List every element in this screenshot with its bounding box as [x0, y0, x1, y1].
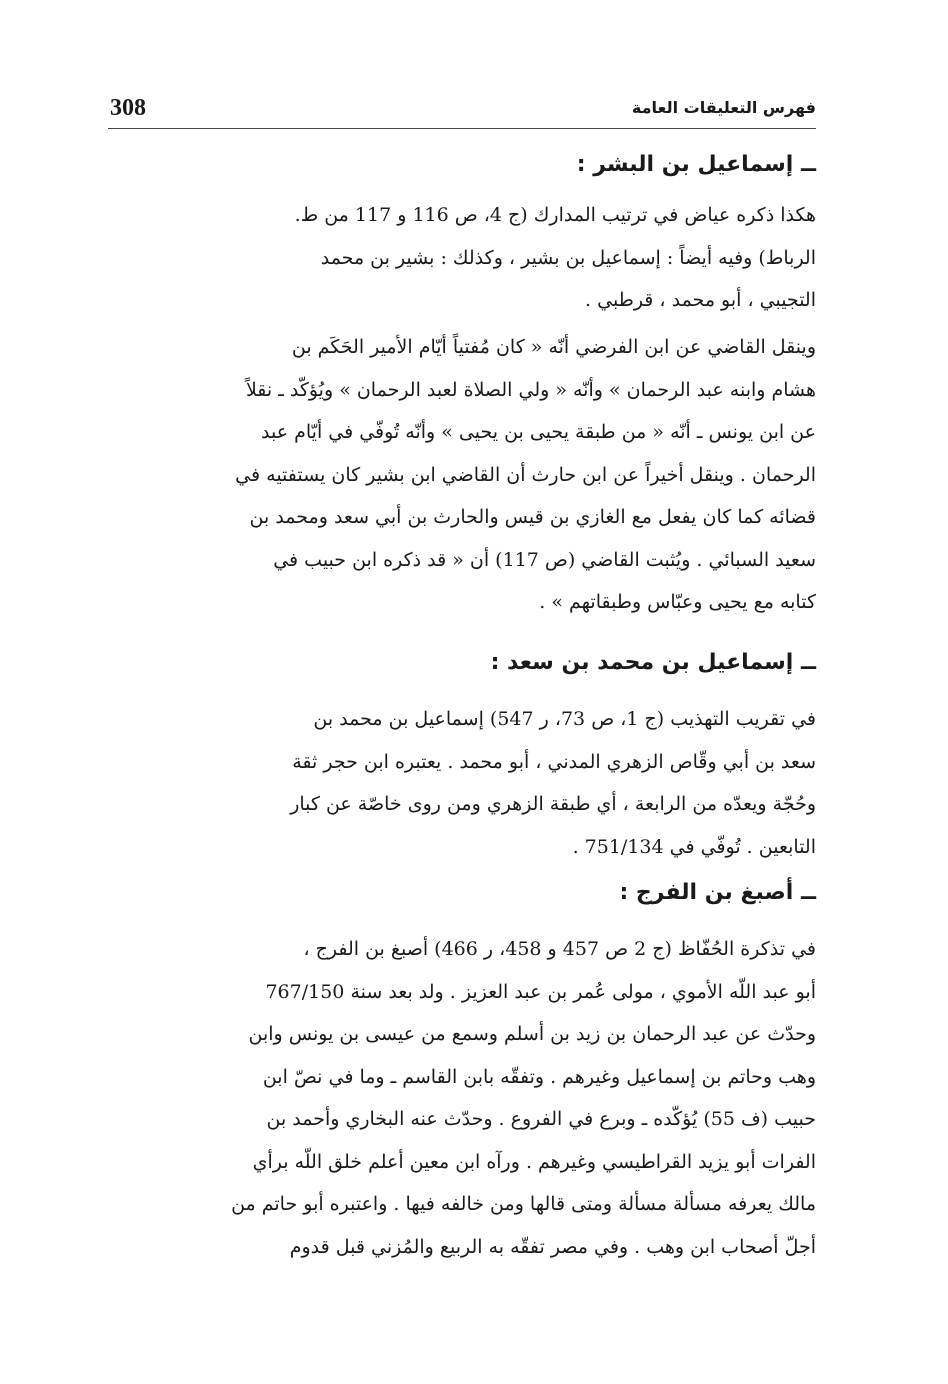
text-line: الرباط) وفيه أيضاً : إسماعيل بن بشير ، وكذلك : بشير بن محمد [320, 246, 816, 269]
section-heading: ــ أصبغ بن الفرج : [619, 880, 816, 905]
paragraph [108, 928, 816, 1268]
text-line: التابعين . تُوفّي في 751/134 . [572, 835, 816, 858]
text-line: كتابه مع يحيى وعبّاس وطبقاتهم » . [539, 591, 816, 613]
section-heading: ــ إسماعيل بن محمد بن سعد : [490, 650, 816, 675]
text-line: هشام وابنه عبد الرحمان » وأنّه « ولي الصلاة لعبد الرحمان » ويُؤكّد ـ نقلاً [245, 378, 816, 401]
text-line: وهب وحاتم بن إسماعيل وغيرهم . وتفقّه بابن القاسم ـ وما في نصّ ابن [262, 1065, 816, 1088]
header-rule [108, 128, 816, 129]
text-line: قضائه كما كان يفعل مع الغازي بن قيس والحارث بن أبي سعد ومحمد بن [249, 506, 816, 528]
section-heading: ــ إسماعيل بن البشر : [576, 152, 816, 177]
page-number: 308 [110, 95, 146, 121]
text-line: سعد بن أبي وقّاص الزهري المدني ، أبو محمد . يعتبره ابن حجر ثقة [292, 750, 816, 773]
text-line: الرحمان . وينقل أخيراً عن ابن حارث أن القاضي ابن بشير كان يستفتيه في [235, 463, 816, 486]
text-line: وحدّث عن عبد الرحمان بن زيد بن أسلم وسمع من عيسى بن يونس وابن [248, 1023, 816, 1045]
text-line: في تقريب التهذيب (ج 1، ص 73، ر 547) إسماعيل بن محمد بن [313, 708, 816, 730]
text-line: في تذكرة الحُفّاظ (ج 2 ص 457 و 458، ر 466) أصبغ بن الفرج ، [303, 938, 816, 960]
text-line: وينقل القاضي عن ابن الفرضي أنّه « كان مُفتياً أيّام الأمير الحَكَم بن [291, 336, 816, 358]
text-line: هكذا ذكره عياض في ترتيب المدارك (ج 4، ص 116 و 117 من ط. [294, 204, 816, 226]
paragraph [108, 326, 816, 624]
text-line: حبيب (ف 55) يُؤكّده ـ وبرع في الفروع . وحدّث عنه البخاري وأحمد بن [266, 1108, 816, 1130]
paragraph [108, 698, 816, 868]
text-line: مالك يعرفه مسألة مسألة ومتى قالها ومن خالفه فيها . واعتبره أبو حاتم من [231, 1193, 816, 1215]
text-line: التجيبي ، أبو محمد ، قرطبي . [585, 289, 816, 311]
running-title: فهرس التعليقات العامة [631, 98, 816, 117]
paragraph [108, 194, 816, 322]
text-line: أبو عبد اللّه الأموي ، مولى عُمر بن عبد العزيز . ولد بعد سنة 767/150 [265, 980, 816, 1003]
text-line: وحُجّة ويعدّه من الرابعة ، أي طبقة الزهري ومن روى خاصّة عن كبار [290, 793, 816, 815]
text-line: عن ابن يونس ـ أنّه « من طبقة يحيى بن يحيى » وأنّه تُوفّي في أيّام عبد [261, 421, 816, 443]
text-line: أجلّ أصحاب ابن وهب . وفي مصر تفقّه به الربيع والمُزني قبل قدوم [289, 1235, 816, 1258]
text-line: سعيد السبائي . ويُثبت القاضي (ص 117) أن « قد ذكره ابن حبيب في [273, 548, 816, 571]
text-line: الفرات أبو يزيد القراطيسي وغيرهم . ورآه ابن معين أعلم خلق اللّه برأي [252, 1150, 816, 1173]
